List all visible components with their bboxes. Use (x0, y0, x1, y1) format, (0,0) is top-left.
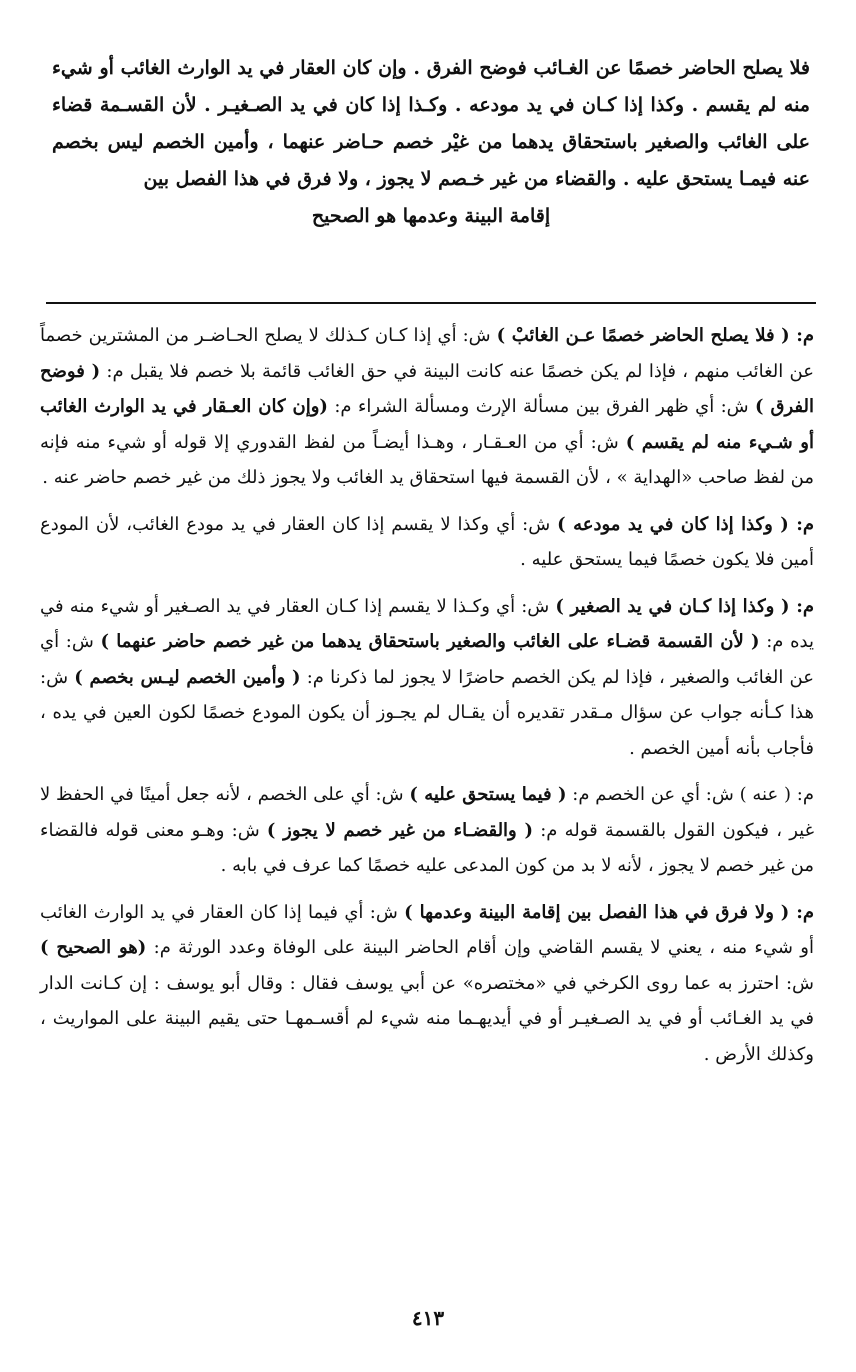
commentary-paragraph-2 (40, 507, 814, 578)
commentary-paragraph-1 (40, 318, 814, 496)
quote: م: ( وكذا إذا كان في يد مودعه ) (557, 513, 814, 535)
comment-text: ش: أي إذا كـان كـذلك لا يصلح الحـاضـر من المشترين خصماً عن الغائب منهم ، فإذا لم يكن خصمًا عنه كانت البينة في حق الغائب قائمة بلا خصم فلا يقبل م: (40, 325, 814, 382)
separator-rule (46, 302, 816, 304)
quote: (هو الصحيح ) (40, 937, 147, 958)
comment-text: ش: أي من العـقـار ، وهـذا أيضـاً من لفظ القدوري إلا قوله أو شيء منه فإنه من لفظ صاحب «الهداية » ، لأن القسمة فيها استحقاق يد الغائب ولا يجوز ذلك من غير خصم حاضر عنه . (40, 431, 814, 488)
quote: ( لأن القسمة قضـاء على الغائب والصغير باستحقاق يدهما من غير خصم حاضر عنهما ) (100, 631, 760, 652)
quote: م: ( فلا يصلح الحاضر خصمًا عـن الغائبْ ) (496, 325, 814, 346)
commentary-paragraph-3 (40, 589, 814, 767)
matn-body: فلا يصلح الحاضر خصمًا عن الغـائب فوضح الفرق . وإن كان العقار في يد الوارث الغائب أو شيء منه لم يقسم . وكذا إذا كـان في يد مودعه . وكـذا إذا كان في يد الصـغيـر . لأن القسـمة قضاء على الغائب والصغير باستحقاق يدهما من غيْر خصم حـاضر عنهما ، وأمين الخصم ليس بخصم عنه فيمـا يستحق عليه . والقضاء من غير خـصم لا يجوز ، ولا فرق في هذا الفصل بين (52, 57, 810, 190)
quote: (وإن كان العـقار في يد الوارث الغائب أو شـيء منه لم يقسم ) (40, 396, 814, 453)
comment-text: ش: أي فيما إذا كان العقار في يد الوارث الغائب أو شيء منه ، يعني لا يقسم القاضي وإن أقام الحاضر البينة على الوفاة وعدد الورثة م: (40, 901, 814, 958)
comment-text: م: ( عنه ) ش: أي عن الخصم م: (566, 784, 814, 805)
comment-text: ش: هذا كـأنه جواب عن سؤال مـقدر تقديره أن يقـال لم يجـوز أن يكون المودع خصمًا لكون العين في يده ، فأجاب بأنه أمين الخصم . (40, 666, 814, 759)
comment-text: ش: أي وكذا لا يقسم إذا كان العقار في يد مودع الغائب، لأن المودع أمين فلا يكون خصمًا فيما يستحق عليه . (40, 513, 814, 570)
matn-text (52, 50, 810, 235)
comment-text: ش: أي عن الغائب والصغير ، فإذا لم يكن الخصم حاضرًا لا يجوز لما ذكرنا م: (40, 631, 814, 688)
quote: ( فوضح الفرق ) (40, 360, 814, 417)
quote: م: ( ولا فرق في هذا الفصل بين إقامة البينة وعدمها ) (404, 901, 814, 923)
quote: م: ( وكذا إذا كـان في يد الصغير ) (555, 595, 814, 617)
quote: ( والقضـاء من غير خصم لا يجوز ) (266, 819, 534, 841)
quote: ( فيما يستحق عليه ) (409, 784, 567, 805)
quote: ( وأمين الخصم ليـس بخصم ) (74, 666, 301, 688)
commentary-paragraph-4 (40, 777, 814, 884)
comment-text: ش: وهـو معنى قوله فالقضاء من غير خصم لا يجوز ، لأنه لا بد من كون المدعى عليه خصمًا كما عرف في بابه . (40, 819, 814, 876)
matn-last-line: إقامة البينة وعدمها هو الصحيح (311, 205, 551, 227)
comment-text: ش: أي وكـذا لا يقسم إذا كـان العقار في يد الصـغير أو شيء منه في يده م: (40, 595, 815, 652)
commentary (40, 318, 814, 1083)
commentary-paragraph-5 (40, 895, 814, 1073)
page-number: ٤١٣ (411, 1306, 445, 1330)
comment-text: ش: أي على الخصم ، لأنه جعل أمينًا في الحفظ لا غير ، فيكون القول بالقسمة قوله م: (40, 784, 814, 841)
comment-text: ش: أي ظهر الفرق بين مسألة الإرث ومسألة الشراء م: (327, 396, 756, 417)
comment-text: ش: احترز به عما روى الكرخي في «مختصره» عن أبي يوسف فقال : وقال أبو يوسف : إن كـانت الدار في يد الغـائب أو في يد الصـغيـر أو في أيديهـما منه شيء لم أقسـمهـا حتى يقيم البينة على المواريث ، وكذلك الأرض . (40, 972, 814, 1065)
